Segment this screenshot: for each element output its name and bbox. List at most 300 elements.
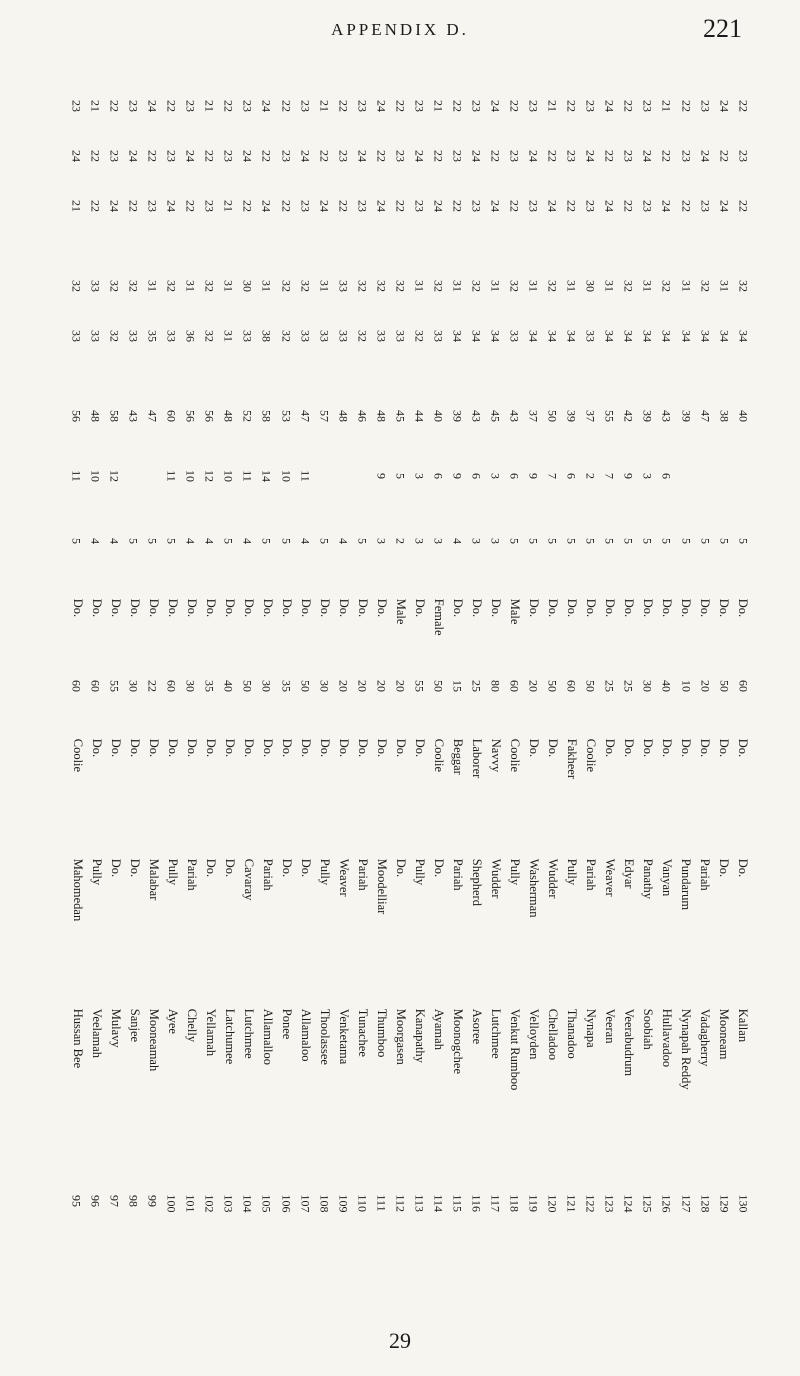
names-cell: Sanjee — [127, 1008, 142, 1043]
col_e-cell: 31 — [412, 280, 427, 292]
ages-cell: 30 — [259, 680, 274, 692]
col_g-cell: 23 — [279, 150, 294, 162]
col_e-cell: 31 — [145, 280, 160, 292]
col_a-cell: 5 — [145, 538, 160, 544]
sexes-cell: Do. — [602, 598, 617, 618]
col_c-cell: 47 — [698, 410, 713, 422]
col_f-cell: 23 — [469, 200, 484, 212]
column-ages — [70, 680, 750, 692]
col_f-cell: 23 — [355, 200, 370, 212]
col_e-cell: 33 — [88, 280, 103, 292]
col_d-cell: 34 — [621, 330, 636, 342]
col_f-cell: 22 — [507, 200, 522, 212]
col_b-cell: 10 — [88, 470, 103, 482]
occupations-cell: Do. — [393, 738, 408, 758]
col_h-cell: 22 — [679, 100, 693, 112]
col_h-cell: 23 — [583, 100, 598, 112]
numbers-cell: 106 — [279, 1194, 294, 1213]
occupations-cell: Do. — [697, 738, 712, 758]
occupations-cell: Laborer — [469, 738, 484, 779]
column-col_g — [70, 150, 750, 162]
col_c-cell: 44 — [412, 410, 427, 422]
col_h-cell: 22 — [336, 100, 351, 112]
ages-cell: 60 — [736, 680, 751, 692]
col_h-cell: 21 — [545, 100, 560, 112]
castes-cell: Do. — [279, 858, 294, 878]
sexes-cell: Male — [393, 598, 408, 625]
col_d-cell: 34 — [698, 330, 713, 342]
col_c-cell: 60 — [164, 410, 179, 422]
occupations-cell: Do. — [279, 738, 294, 758]
names-cell: Hullavadoo — [659, 1008, 674, 1068]
names-cell: Latchumee — [222, 1008, 237, 1065]
ages-cell: 60 — [164, 680, 179, 692]
col_f-cell: 24 — [317, 200, 332, 212]
sexes-cell: Female — [431, 598, 446, 636]
column-col_a — [70, 535, 750, 547]
col_b-cell: 10 — [279, 470, 294, 482]
occupations-cell: Do. — [621, 738, 636, 758]
col_e-cell: 31 — [183, 280, 198, 292]
col_d-cell: 35 — [145, 330, 160, 342]
sexes-cell: Do. — [450, 598, 465, 618]
col_e-cell: 31 — [679, 280, 693, 292]
numbers-cell: 105 — [259, 1194, 274, 1213]
col_b-cell — [337, 470, 349, 483]
col_g-cell: 23 — [679, 150, 693, 162]
col_d-cell: 34 — [488, 330, 503, 342]
col_f-cell: 22 — [393, 200, 408, 212]
col_f-cell: 23 — [526, 200, 541, 212]
col_b-cell — [318, 470, 330, 483]
col_f-cell: 22 — [564, 200, 579, 212]
col_f-cell: 24 — [164, 200, 179, 212]
col_h-cell: 21 — [317, 100, 332, 112]
col_c-cell: 56 — [183, 410, 198, 422]
col_g-cell: 23 — [336, 150, 351, 162]
col_h-cell: 24 — [602, 100, 617, 112]
numbers-cell: 107 — [298, 1194, 313, 1213]
col_d-cell: 33 — [583, 330, 598, 342]
castes-cell: Do. — [222, 858, 237, 878]
col_d-cell: 38 — [259, 330, 274, 342]
col_g-cell: 24 — [640, 150, 655, 162]
sexes-cell: Do. — [374, 598, 389, 618]
col_a-cell: 2 — [393, 538, 408, 544]
castes-cell: Edyar — [621, 858, 636, 889]
ages-cell: 30 — [126, 680, 141, 692]
col_h-cell: 22 — [279, 100, 294, 112]
col_c-cell: 45 — [393, 410, 408, 422]
castes-cell: Pariah — [355, 858, 370, 891]
ages-cell: 25 — [621, 680, 636, 692]
col_g-cell: 23 — [221, 150, 236, 162]
col_h-cell: 23 — [469, 100, 484, 112]
col_c-cell: 37 — [583, 410, 598, 422]
occupations-cell: Do. — [545, 738, 560, 758]
col_d-cell: 32 — [279, 330, 294, 342]
numbers-cell: 129 — [717, 1194, 732, 1213]
col_f-cell: 22 — [88, 200, 103, 212]
castes-cell: Weaver — [336, 858, 351, 897]
col_a-cell: 5 — [69, 538, 84, 544]
col_h-cell: 21 — [88, 100, 103, 112]
col_c-cell: 42 — [621, 410, 636, 422]
occupations-cell: Do. — [735, 738, 750, 758]
col_b-cell: 2 — [583, 473, 598, 479]
col_c-cell: 56 — [69, 410, 84, 422]
col_g-cell: 22 — [88, 150, 103, 162]
col_e-cell: 32 — [202, 280, 217, 292]
col_a-cell: 3 — [412, 538, 427, 544]
col_h-cell: 22 — [564, 100, 579, 112]
col_c-cell: 58 — [107, 410, 122, 422]
castes-cell: Pariah — [260, 858, 275, 891]
occupations-cell: Do. — [203, 738, 218, 758]
column-occupations — [70, 738, 750, 780]
ages-cell: 35 — [202, 680, 217, 692]
names-cell: Lutchmee — [241, 1008, 256, 1059]
ages-cell: 20 — [374, 680, 389, 692]
castes-cell: Moodelliar — [374, 858, 389, 915]
col_h-cell: 22 — [736, 100, 751, 112]
occupations-cell: Do. — [355, 738, 370, 758]
col_f-cell: 24 — [488, 200, 503, 212]
sexes-cell: Do. — [716, 598, 731, 618]
names-cell: Hussan Bee — [70, 1008, 85, 1069]
col_e-cell: 32 — [659, 280, 674, 292]
col_e-cell: 31 — [488, 280, 503, 292]
occupations-cell: Fakheer — [564, 738, 579, 780]
col_f-cell: 22 — [736, 200, 751, 212]
castes-cell: Panathy — [640, 858, 655, 900]
ages-cell: 50 — [545, 680, 560, 692]
ages-cell: 50 — [240, 680, 255, 692]
castes-cell: Do. — [298, 858, 313, 878]
col_a-cell: 3 — [488, 538, 503, 544]
col_a-cell: 5 — [126, 538, 141, 544]
numbers-cell: 104 — [240, 1194, 255, 1213]
col_e-cell: 31 — [564, 280, 579, 292]
col_h-cell: 23 — [69, 100, 84, 112]
col_h-cell: 24 — [145, 100, 160, 112]
col_g-cell: 24 — [240, 150, 255, 162]
col_b-cell: 6 — [431, 473, 446, 479]
ages-cell: 40 — [659, 680, 674, 692]
sexes-cell: Do. — [488, 598, 503, 618]
names-cell: Ayamah — [431, 1008, 446, 1050]
occupations-cell: Do. — [260, 738, 275, 758]
sexes-cell: Do. — [241, 598, 256, 618]
numbers-cell: 123 — [602, 1194, 617, 1213]
ages-cell: 50 — [717, 680, 732, 692]
col_h-cell: 24 — [488, 100, 503, 112]
col_e-cell: 32 — [545, 280, 560, 292]
castes-cell: Pully — [412, 858, 427, 886]
col_a-cell: 4 — [450, 538, 465, 544]
col_g-cell: 22 — [259, 150, 274, 162]
col_f-cell: 22 — [450, 200, 465, 212]
col_c-cell: 39 — [450, 410, 465, 422]
col_b-cell: 6 — [564, 473, 579, 479]
numbers-cell: 99 — [145, 1195, 160, 1207]
sexes-cell: Male — [507, 598, 522, 625]
occupations-cell: Do. — [165, 738, 180, 758]
col_d-cell: 32 — [202, 330, 217, 342]
col_d-cell: 33 — [240, 330, 255, 342]
col_b-cell: 11 — [69, 470, 84, 482]
castes-cell: Wudder — [488, 858, 503, 899]
castes-cell: Do. — [108, 858, 123, 878]
col_f-cell: 23 — [698, 200, 713, 212]
names-cell: Yellamah — [203, 1008, 218, 1057]
col_d-cell: 33 — [126, 330, 141, 342]
ages-cell: 50 — [583, 680, 598, 692]
occupations-cell: Coolie — [507, 738, 522, 773]
col_d-cell: 36 — [183, 330, 198, 342]
col_c-cell: 43 — [659, 410, 674, 422]
occupations-cell: Do. — [716, 738, 731, 758]
col_g-cell: 22 — [717, 150, 732, 162]
names-cell: Venketama — [336, 1008, 351, 1065]
column-col_h — [70, 100, 750, 112]
col_a-cell: 4 — [107, 538, 122, 544]
castes-cell: Do. — [716, 858, 731, 878]
col_g-cell: 22 — [545, 150, 560, 162]
col_b-cell: 5 — [393, 473, 408, 479]
numbers-cell: 96 — [88, 1195, 103, 1207]
numbers-cell: 110 — [355, 1194, 370, 1213]
col_h-cell: 24 — [259, 100, 274, 112]
col_b-cell: 6 — [469, 473, 484, 479]
col_b-cell — [699, 470, 711, 483]
col_f-cell: 24 — [602, 200, 617, 212]
col_c-cell: 45 — [488, 410, 503, 422]
col_h-cell: 24 — [374, 100, 389, 112]
col_d-cell: 34 — [469, 330, 484, 342]
col_b-cell: 11 — [298, 470, 313, 482]
col_g-cell: 22 — [202, 150, 217, 162]
col_c-cell: 55 — [602, 410, 617, 422]
castes-cell: Do. — [203, 858, 218, 878]
column-col_b — [70, 470, 750, 482]
sexes-cell: Do. — [336, 598, 351, 618]
sexes-cell: Do. — [469, 598, 484, 618]
col_e-cell: 31 — [259, 280, 274, 292]
col_g-cell: 22 — [488, 150, 503, 162]
numbers-cell: 127 — [679, 1194, 693, 1213]
ages-cell: 60 — [69, 680, 84, 692]
col_c-cell: 53 — [279, 410, 294, 422]
running-head: APPENDIX D. — [331, 20, 469, 39]
numbers-cell: 116 — [469, 1194, 484, 1213]
col_f-cell: 24 — [717, 200, 732, 212]
sexes-cell: Do. — [260, 598, 275, 618]
col_a-cell: 5 — [279, 538, 294, 544]
col_d-cell: 33 — [298, 330, 313, 342]
numbers-cell: 98 — [126, 1195, 141, 1207]
col_b-cell: 9 — [374, 473, 389, 479]
names-cell: Thumboo — [374, 1008, 389, 1058]
col_d-cell: 33 — [393, 330, 408, 342]
names-cell: Chelladoo — [545, 1008, 560, 1061]
names-cell: Venkut Rumboo — [507, 1008, 522, 1091]
ages-cell: 25 — [469, 680, 484, 692]
page-header — [0, 12, 800, 52]
col_h-cell: 21 — [431, 100, 446, 112]
col_d-cell: 32 — [107, 330, 122, 342]
col_e-cell: 32 — [355, 280, 370, 292]
col_a-cell: 5 — [717, 538, 732, 544]
col_c-cell: 40 — [736, 410, 751, 422]
numbers-cell: 128 — [698, 1194, 713, 1213]
col_g-cell: 24 — [698, 150, 713, 162]
col_g-cell: 23 — [107, 150, 122, 162]
col_h-cell: 24 — [717, 100, 732, 112]
col_c-cell: 50 — [545, 410, 560, 422]
castes-cell: Pariah — [583, 858, 598, 891]
numbers-cell: 101 — [183, 1194, 198, 1213]
sexes-cell: Do. — [412, 598, 427, 618]
sexes-cell: Do. — [583, 598, 598, 618]
occupations-cell: Do. — [184, 738, 199, 758]
occupations-cell: Do. — [640, 738, 655, 758]
col_b-cell — [128, 470, 140, 483]
col_g-cell: 24 — [69, 150, 84, 162]
col_f-cell: 24 — [659, 200, 674, 212]
column-sexes — [70, 598, 750, 636]
castes-cell: Pully — [317, 858, 332, 886]
sexes-cell: Do. — [184, 598, 199, 618]
col_g-cell: 23 — [736, 150, 751, 162]
sexes-cell: Do. — [89, 598, 104, 618]
col_e-cell: 32 — [431, 280, 446, 292]
col_b-cell: 9 — [621, 473, 636, 479]
occupations-cell: Do. — [241, 738, 256, 758]
col_c-cell: 39 — [679, 410, 693, 422]
sexes-cell: Do. — [203, 598, 218, 618]
col_d-cell: 34 — [526, 330, 541, 342]
col_f-cell: 24 — [545, 200, 560, 212]
numbers-cell: 109 — [336, 1194, 351, 1213]
col_c-cell: 40 — [431, 410, 446, 422]
col_e-cell: 32 — [621, 280, 636, 292]
col_a-cell: 4 — [88, 538, 103, 544]
sexes-cell: Do. — [222, 598, 237, 618]
col_g-cell: 24 — [526, 150, 541, 162]
col_h-cell: 23 — [183, 100, 198, 112]
sexes-cell: Do. — [298, 598, 313, 618]
occupations-cell: Do. — [108, 738, 123, 758]
numbers-cell: 108 — [317, 1194, 332, 1213]
col_a-cell: 3 — [374, 538, 389, 544]
col_a-cell: 5 — [564, 538, 579, 544]
col_f-cell: 23 — [202, 200, 217, 212]
names-cell: Chelly — [184, 1008, 199, 1043]
col_e-cell: 32 — [507, 280, 522, 292]
col_g-cell: 23 — [393, 150, 408, 162]
col_d-cell: 32 — [412, 330, 427, 342]
occupations-cell: Do. — [127, 738, 142, 758]
col_e-cell: 32 — [698, 280, 713, 292]
numbers-cell: 122 — [583, 1194, 598, 1213]
names-cell: Lutchmee — [488, 1008, 503, 1059]
col_g-cell: 22 — [317, 150, 332, 162]
column-col_f — [70, 200, 750, 212]
ages-cell: 22 — [145, 680, 160, 692]
occupations-cell: Coolie — [583, 738, 598, 773]
ages-cell: 20 — [336, 680, 351, 692]
col_a-cell: 5 — [355, 538, 370, 544]
ages-cell: 60 — [507, 680, 522, 692]
col_e-cell: 33 — [336, 280, 351, 292]
col_b-cell — [718, 470, 730, 483]
col_d-cell: 34 — [602, 330, 617, 342]
col_e-cell: 31 — [526, 280, 541, 292]
rotated-data-table — [70, 80, 750, 1310]
occupations-cell: Do. — [146, 738, 161, 758]
names-cell: Veelamah — [89, 1008, 104, 1059]
col_a-cell: 5 — [526, 538, 541, 544]
col_h-cell: 22 — [507, 100, 522, 112]
col_b-cell: 11 — [240, 470, 255, 482]
col_b-cell: 3 — [488, 473, 503, 479]
castes-cell: Pully — [507, 858, 522, 886]
col_e-cell: 31 — [317, 280, 332, 292]
footer-folio: 29 — [389, 1328, 411, 1353]
col_g-cell: 22 — [374, 150, 389, 162]
occupations-cell: Beggar — [450, 738, 465, 775]
col_f-cell: 23 — [298, 200, 313, 212]
col_g-cell: 24 — [298, 150, 313, 162]
ages-cell: 60 — [88, 680, 103, 692]
castes-cell: Do. — [431, 858, 446, 878]
numbers-cell: 112 — [393, 1194, 408, 1213]
col_h-cell: 23 — [698, 100, 713, 112]
col_c-cell: 47 — [145, 410, 160, 422]
sexes-cell: Do. — [545, 598, 560, 618]
ages-cell: 60 — [564, 680, 579, 692]
names-cell: Nynapa — [583, 1008, 598, 1048]
ages-cell: 35 — [279, 680, 294, 692]
ages-cell: 50 — [431, 680, 446, 692]
ages-cell: 55 — [107, 680, 122, 692]
col_b-cell: 14 — [259, 470, 274, 482]
col_h-cell: 23 — [412, 100, 427, 112]
names-cell: Ponee — [279, 1008, 294, 1040]
col_c-cell: 57 — [317, 410, 332, 422]
ages-cell: 40 — [221, 680, 236, 692]
numbers-cell: 126 — [659, 1194, 674, 1213]
col_h-cell: 23 — [298, 100, 313, 112]
col_e-cell: 32 — [279, 280, 294, 292]
castes-cell: Weaver — [602, 858, 617, 897]
ages-cell: 20 — [355, 680, 370, 692]
castes-cell: Wudder — [545, 858, 560, 899]
col_b-cell: 3 — [412, 473, 427, 479]
numbers-cell: 102 — [202, 1194, 217, 1213]
names-cell: Velloyden — [526, 1008, 541, 1060]
castes-cell: Do. — [393, 858, 408, 878]
names-cell: Nynapah Reddy — [678, 1008, 693, 1090]
ages-cell: 50 — [298, 680, 313, 692]
castes-cell: Do. — [735, 858, 750, 878]
col_f-cell: 24 — [374, 200, 389, 212]
col_e-cell: 32 — [164, 280, 179, 292]
castes-cell: Pully — [165, 858, 180, 886]
ages-cell: 20 — [698, 680, 713, 692]
castes-cell: Pariah — [450, 858, 465, 891]
